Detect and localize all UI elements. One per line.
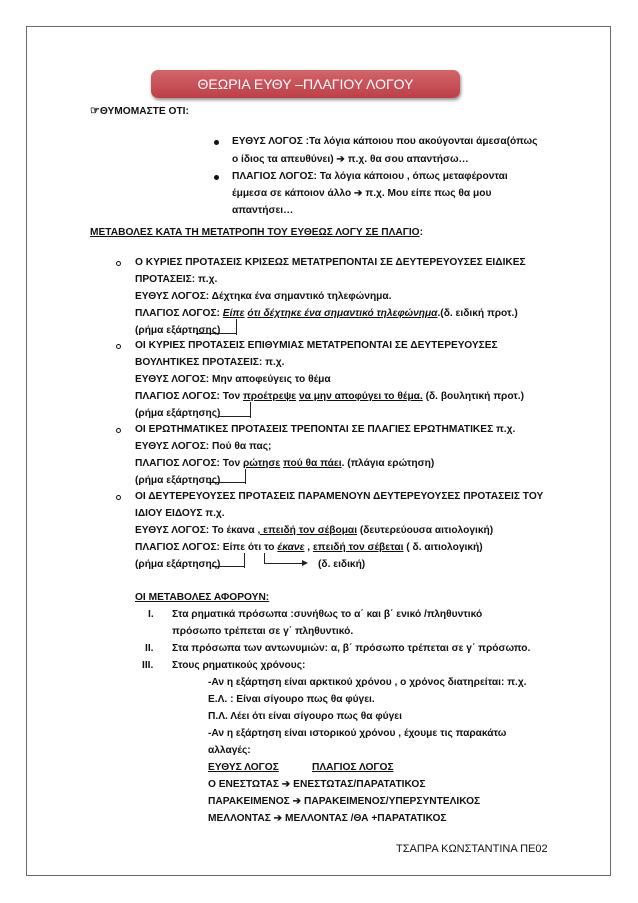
definition-indirect-example: π.χ. Μου είπε πως θα μου: [362, 188, 492, 199]
arrow-icon: ➔: [354, 188, 363, 199]
rule1-direct: ΕΥΘΥΣ ΛΟΓΟΣ: Δέχτηκα ένα σημαντικό τηλεφώνημα.: [135, 291, 392, 302]
tense-row: [208, 812, 447, 825]
concern-1-line1: Στα ρηματικά πρόσωπα :συνήθως το α΄ και β΄ ενικό /πληθυντικό: [172, 609, 483, 620]
tense-note-1: -Αν η εξάρτηση είναι αρκτικού χρόνου , ο χρόνος διατηρείται: π.χ.: [208, 677, 527, 688]
definition-direct-line2: [232, 153, 469, 166]
tense-to: ΠΑΡΑΚΕΙΜΕΝΟΣ/ΥΠΕΡΣΥΝΤΕΛΙΚΟΣ: [301, 796, 481, 807]
tense-note-3: Π.Λ. Λέει ότι είναι σίγουρο πως θα φύγει: [208, 711, 402, 722]
changes-heading-text: ΜΕΤΑΒΟΛΕΣ ΚΑΤΑ ΤΗ ΜΕΤΑΤΡΟΠΗ ΤΟΥ ΕΥΘΕΩΣ ΛΟΓΥ ΣΕ ΠΛΑΓΙΟ: [90, 227, 420, 238]
concern-1-line2: πρόσωπο τρέπεται σε γ΄ πληθυντικό.: [172, 626, 354, 637]
tense-row: [208, 795, 480, 808]
definition-direct-line1: ΕΥΘΥΣ ΛΟΓΟΣ :Τα λόγια κάποιου που ακούγονται άμεσα(όπως: [232, 136, 538, 147]
title-banner: [151, 70, 460, 98]
bullet-circle-icon: [116, 428, 121, 433]
dependency-bracket: [250, 402, 251, 418]
rule4-direct-clause: , επειδή τον σέβομαι: [257, 525, 358, 536]
concern-1-number: I.: [148, 609, 154, 620]
arrow-head-icon: [302, 560, 308, 566]
rule4-direct-label: ΕΥΘΥΣ ΛΟΓΟΣ: Το έκανα: [135, 525, 258, 536]
concern-3-line1: Στους ρηματικούς χρόνους:: [172, 660, 306, 671]
definition-indirect-text: έμμεσα σε κάποιον άλλο: [232, 188, 355, 199]
page-title: ΘΕΩΡΙΑ ΕΥΘΥ –ΠΛΑΓΙΟΥ ΛΟΓΟΥ: [197, 76, 414, 92]
arrow-icon: ➔: [336, 154, 345, 165]
definition-direct-example: π.χ. θα σου απαντήσω…: [344, 154, 469, 165]
bullet-circle-icon: [116, 344, 121, 349]
rule2-heading-line2: ΒΟΥΛΗΤΙΚΕΣ ΠΡΟΤΑΣΕΙΣ: π.χ.: [135, 357, 285, 368]
arrow-icon: ➔: [273, 813, 283, 824]
reminder-heading: [90, 105, 189, 118]
bullet-dot-icon: [214, 175, 219, 180]
rule2-clause-type: (δ. βουλητική προτ.): [422, 391, 525, 402]
rule3-heading: ΟΙ ΕΡΩΤΗΜΑΤΙΚΕΣ ΠΡΟΤΑΣΕΙΣ ΤΡΕΠΟΝΤΑΙ ΣΕ ΠΛΑΓΙΕΣ ΕΡΩΤΗΜΑΤΙΚΕΣ π.χ.: [135, 424, 516, 435]
hand-pointing-icon: ☞: [90, 105, 100, 117]
tense-column-indirect: ΠΛΑΓΙΟΣ ΛΟΓΟΣ: [312, 762, 394, 773]
concerns-heading: ΟΙ ΜΕΤΑΒΟΛΕΣ ΑΦΟΡΟΥΝ:: [135, 592, 270, 603]
dependency-bracket-line: [218, 416, 250, 417]
tense-note-5: αλλαγές:: [208, 745, 251, 756]
concern-3-number: III.: [142, 660, 154, 671]
rule1-clause: ότι δέχτηκε ένα σημαντικό τηλεφώνημα: [247, 308, 438, 319]
tense-from: Ο ΕΝΕΣΤΩΤΑΣ: [208, 779, 282, 790]
rule1-indirect: [135, 307, 518, 320]
rule2-direct: ΕΥΘΥΣ ΛΟΓΟΣ: Μην αποφεύγεις το θέμα: [135, 374, 331, 385]
dependency-bracket: [244, 553, 245, 568]
concern-2-line1: Στα πρόσωπα των αντωνυμιών: α, β΄ πρόσωπο τρέπεται σε γ΄ πρόσωπο.: [172, 643, 531, 654]
changes-heading-colon: :: [419, 227, 424, 238]
rule2-dependency-verb: προέτρεψε: [242, 391, 297, 402]
rule4-direct: [135, 524, 493, 537]
rule4-clause: επειδή τον σέβεται: [312, 542, 404, 553]
bullet-circle-icon: [116, 261, 121, 266]
rule2-indirect: [135, 390, 524, 403]
dependency-bracket: [245, 469, 246, 484]
tense-note-4: -Αν η εξάρτηση είναι ιστορικού χρόνου , έχουμε τις παρακάτω: [208, 728, 507, 739]
rule3-indirect: [135, 457, 434, 470]
definition-indirect-line1: ΠΛΑΓΙΟΣ ΛΟΓΟΣ: Τα λόγια κάποιου , όπως μεταφέρονται: [232, 171, 508, 182]
rule3-dependency-verb: ρώτησε: [242, 458, 281, 469]
definition-direct-text: ο ίδιος τα απευθύνει): [232, 154, 337, 165]
tense-column-direct: ΕΥΘΥΣ ΛΟΓΟΣ: [208, 762, 279, 773]
rule1-clause-type: .(δ. ειδική προτ.): [437, 308, 518, 319]
bullet-circle-icon: [116, 495, 121, 500]
footer-author: ΤΣΑΠΡΑ ΚΩΝΣΤΑΝΤΙΝΑ ΠΕ02: [396, 843, 548, 855]
rule4-indirect: [135, 541, 483, 554]
bullet-dot-icon: [214, 140, 219, 145]
rule3-clause: πού θα πάει: [283, 458, 342, 469]
rule1-note: (ρήμα εξάρτησης): [135, 325, 221, 336]
rule3-direct: ΕΥΘΥΣ ΛΟΓΟΣ: Πού θα πας;: [135, 441, 272, 452]
arrow-icon: ➔: [292, 796, 302, 807]
tense-from: ΠΑΡΑΚΕΙΜΕΝΟΣ: [208, 796, 293, 807]
rule1-heading-line2: ΠΡΟΤΑΣΕΙΣ: π.χ.: [135, 274, 218, 285]
rule4-note: (ρήμα εξάρτησης): [135, 559, 221, 570]
tense-from: ΜΕΛΛΟΝΤΑΣ: [208, 813, 274, 824]
rule2-note: (ρήμα εξάρτησης): [135, 408, 221, 419]
rule4-heading-line2: ΙΔΙΟΥ ΕΙΔΟΥΣ π.χ.: [135, 508, 225, 519]
tense-row: [208, 778, 425, 791]
rule1-indirect-label: ΠΛΑΓΙΟΣ ΛΟΓΟΣ:: [135, 308, 223, 319]
tense-note-2: Ε.Λ. : Είναι σίγουρο πως θα φύγει.: [208, 694, 375, 705]
rule3-note: (ρήμα εξάρτησης): [135, 475, 221, 486]
rule2-indirect-label: ΠΛΑΓΙΟΣ ΛΟΓΟΣ: Τον: [135, 391, 243, 402]
concern-2-number: II.: [145, 643, 154, 654]
rule4-heading-line1: ΟΙ ΔΕΥΤΕΡΕΥΟΥΣΕΣ ΠΡΟΤΑΣΕΙΣ ΠΑΡΑΜΕΝΟΥΝ ΔΕΥΤΕΡΕΥΟΥΣΕΣ ΠΡΟΤΑΣΕΙΣ ΤΟΥ: [135, 491, 544, 502]
rule4-comma: ,: [304, 542, 313, 553]
rule2-heading-line1: ΟΙ ΚΥΡΙΕΣ ΠΡΟΤΑΣΕΙΣ ΕΠΙΘΥΜΙΑΣ ΜΕΤΑΤΡΕΠΟΝΤΑΙ ΣΕ ΔΕΥΤΕΡΕΥΟΥΣΕΣ: [135, 340, 498, 351]
definition-indirect-line2: [232, 187, 491, 200]
rule2-clause: να μην αποφύγει το θέμα.: [298, 391, 423, 402]
rule4-note2: (δ. ειδική): [318, 559, 366, 570]
rule4-clause-type: ( δ. αιτιολογική): [403, 542, 483, 553]
rule3-indirect-label: ΠΛΑΓΙΟΣ ΛΟΓΟΣ: Τον: [135, 458, 243, 469]
rule4-indirect-label: ΠΛΑΓΙΟΣ ΛΟΓΟΣ: Είπε ότι το: [135, 542, 278, 553]
rule4-verb: έκανε: [277, 542, 305, 553]
clause-bracket: [264, 553, 305, 564]
rule1-heading-line1: Ο ΚΥΡΙΕΣ ΠΡΟΤΑΣΕΙΣ ΚΡΙΣΕΩΣ ΜΕΤΑΤΡΕΠΟΝΤΑΙ ΣΕ ΔΕΥΤΕΡΕΥΟΥΣΕΣ ΕΙΔΙΚΕΣ: [135, 257, 526, 268]
arrow-icon: ➔: [281, 779, 291, 790]
rule1-dependency-verb: Είπε: [222, 308, 245, 319]
definition-indirect-line3: απαντήσει…: [232, 205, 294, 216]
reminder-label: ΘΥΜΟΜΑΣΤΕ ΟΤΙ:: [99, 106, 189, 117]
tense-to: ΜΕΛΛΟΝΤΑΣ /ΘΑ +ΠΑΡΑΤΑΤΙΚΟΣ: [282, 813, 447, 824]
rule3-clause-type: . (πλάγια ερώτηση): [341, 458, 435, 469]
changes-heading: [90, 226, 423, 239]
tense-to: ΕΝΕΣΤΩΤΑΣ/ΠΑΡΑΤΑΤΙΚΟΣ: [290, 779, 426, 790]
dependency-bracket: [236, 319, 237, 335]
rule4-direct-type: (δευτερεύουσα αιτιολογική): [357, 525, 494, 536]
